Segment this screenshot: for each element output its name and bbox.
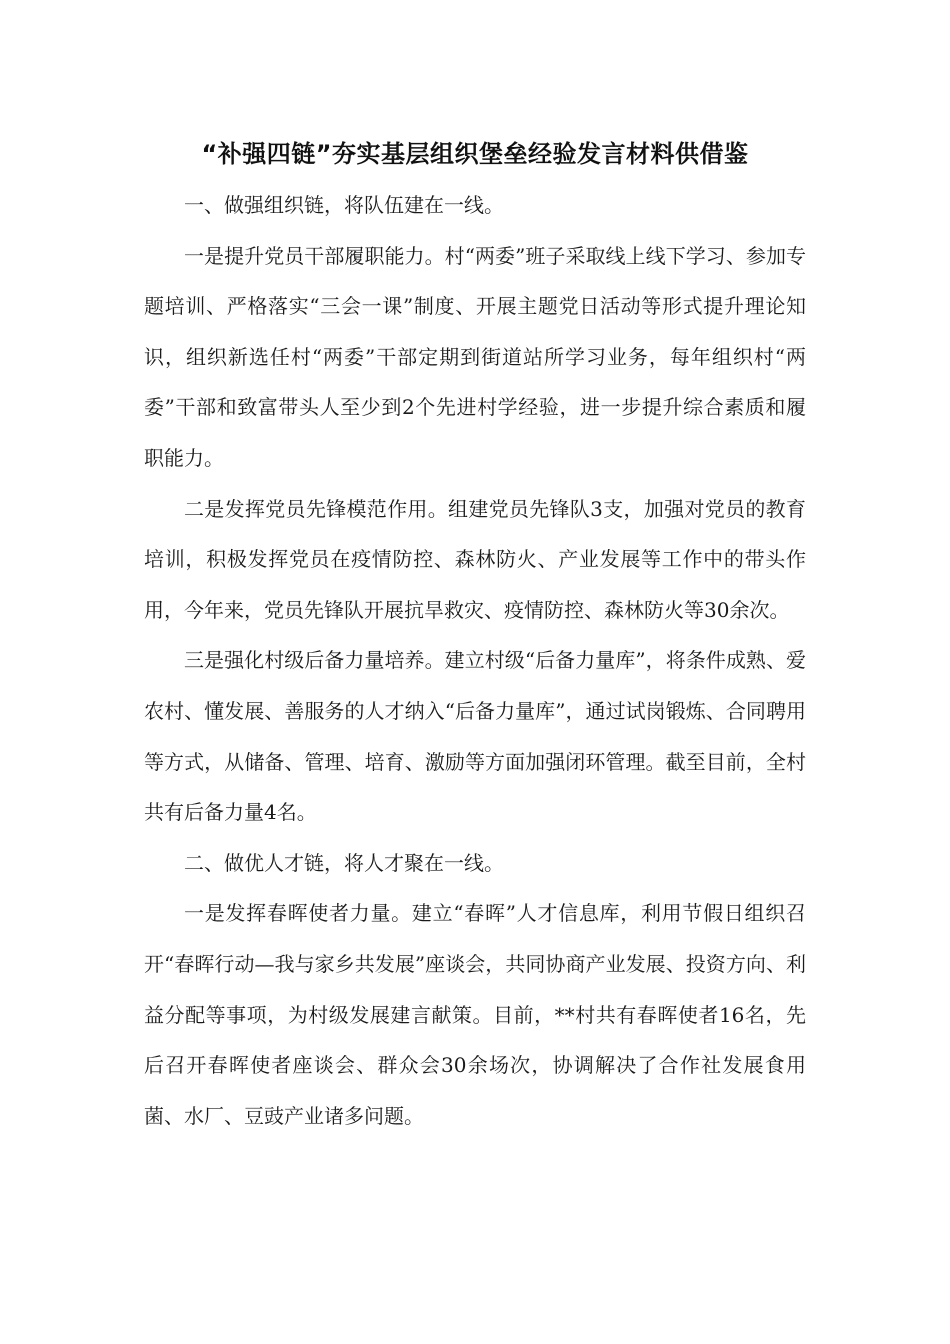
- paragraph-2: 二是发挥党员先锋模范作用。组建党员先锋队3支，加强对党员的教育培训，积极发挥党员在疫情防控、森林防火、产业发展等工作中的带头作用，今年来，党员先锋队开展抗旱救灾、疫情防控、森林防火等30余次。: [144, 496, 806, 622]
- paragraph-3: 三是强化村级后备力量培养。建立村级“后备力量库”，将条件成熟、爱农村、懂发展、善服务的人才纳入“后备力量库”，通过试岗锻炼、合同聘用等方式，从储备、管理、培育、激励等方面加强闭环管理。截至目前，全村共有后备力量4名。: [144, 648, 806, 825]
- paragraph-4: 一是发挥春晖使者力量。建立“春晖”人才信息库，利用节假日组织召开“春晖行动—我与家乡共发展”座谈会，共同协商产业发展、投资方向、利益分配等事项，为村级发展建言献策。目前，**村共有春晖使者16名，先后召开春晖使者座谈会、群众会30余场次，协调解决了合作社发展食用菌、水厂、豆豉产业诸多问题。: [144, 901, 806, 1128]
- section-heading-1: 一、做强组织链，将队伍建在一线。: [184, 193, 504, 217]
- paragraph-1: 一是提升党员干部履职能力。村“两委”班子采取线上线下学习、参加专题培训、严格落实“三会一课”制度、开展主题党日活动等形式提升理论知识，组织新选任村“两委”干部定期到街道站所学习业务，每年组织村“两委”干部和致富带头人至少到2个先进村学经验，进一步提升综合素质和履职能力。: [144, 243, 806, 470]
- document-body: [144, 180, 806, 1141]
- document-title: “补强四链”夯实基层组织堡垒经验发言材料供借鉴: [201, 140, 749, 168]
- section-heading-2: 二、做优人才链，将人才聚在一线。: [184, 850, 504, 875]
